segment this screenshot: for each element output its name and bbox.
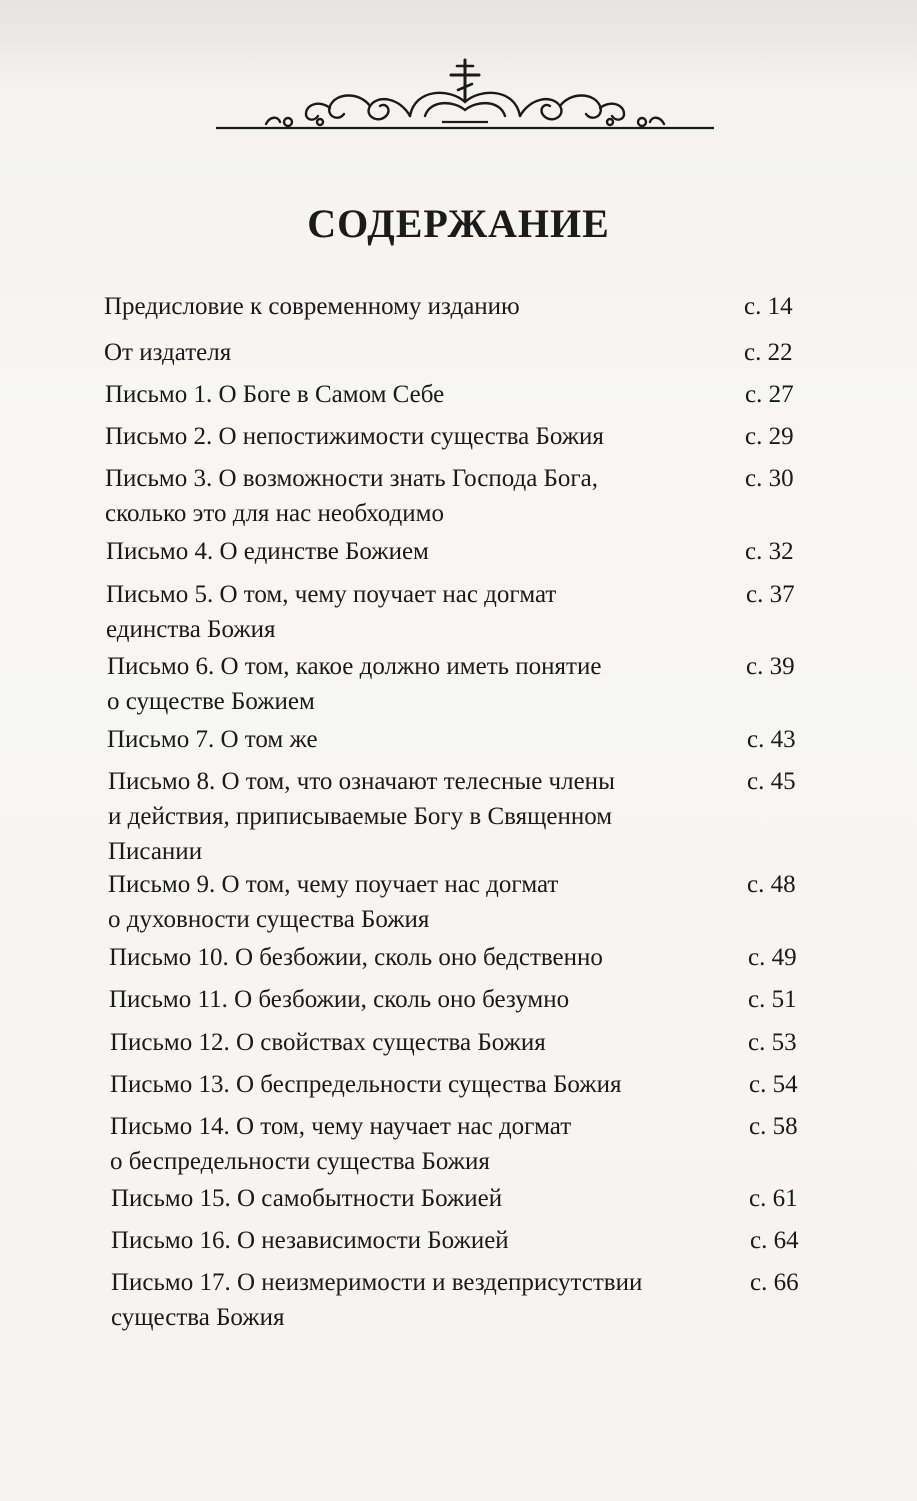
toc-entry-page-number: с. 32 [745,538,794,565]
toc-entry-page-number: с. 58 [749,1113,798,1140]
toc-entry-title: Письмо 11. О безбожии, сколь оно безумно [109,986,570,1013]
toc-entry-title-continued: о духовности существа Божия [108,906,430,933]
toc-entry-page-number: с. 39 [746,653,795,680]
toc-entry-title: От издателя [104,339,232,366]
toc-entry-title-continued: о существе Божием [107,688,315,715]
toc-entry-title: Письмо 1. О Боге в Самом Себе [105,381,445,408]
toc-entry-page-number: с. 43 [747,726,796,753]
toc-entry-title: Письмо 17. О неизмеримости и вездеприсутствии [111,1269,643,1296]
toc-entry-page-number: с. 64 [750,1227,799,1254]
toc-entry-page-number: с. 37 [746,581,795,608]
toc-entry-title: Письмо 8. О том, что означают телесные члены [108,768,615,795]
toc-entry-title: Письмо 9. О том, чему поучает нас догмат [108,871,559,898]
toc-entry-title: Письмо 2. О непостижимости существа Божия [105,423,604,450]
toc-entry-page-number: с. 48 [747,871,796,898]
toc-entry-page-number: с. 53 [748,1029,797,1056]
toc-entry-title: Письмо 14. О том, чему научает нас догмат [110,1113,572,1140]
toc-entry-title: Письмо 5. О том, чему поучает нас догмат [106,581,557,608]
toc-entry-title: Письмо 10. О безбожии, сколь оно бедственно [109,944,603,971]
toc-entry-page-number: с. 54 [749,1071,798,1098]
toc-entry-page-number: с. 66 [750,1269,799,1296]
toc-entry-page-number: с. 51 [748,986,797,1013]
toc-entry-page-number: с. 14 [744,293,793,320]
toc-entry-title: Письмо 16. О независимости Божией [111,1227,509,1254]
toc-entry-title: Письмо 12. О свойствах существа Божия [110,1029,546,1056]
toc-entry-page-number: с. 45 [747,768,796,795]
toc-entry-title-continued: единства Божия [106,616,276,643]
toc-entry-title: Письмо 4. О единстве Божием [106,538,429,565]
toc-entry-page-number: с. 49 [748,944,797,971]
toc-entry-title-continued: о беспредельности существа Божия [110,1148,490,1175]
toc-entry-title: Предисловие к современному изданию [104,293,520,320]
toc-entry-title: Письмо 3. О возможности знать Господа Бога, [105,465,599,492]
toc-entry-title-continued: Писании [108,838,203,865]
toc-entry-title: Письмо 15. О самобытности Божией [111,1185,503,1212]
toc-entry-page-number: с. 61 [749,1185,798,1212]
toc-entry-title-continued: и действия, приписываемые Богу в Священном [108,803,613,830]
toc-entry-title-continued: существа Божия [111,1304,285,1331]
toc-entry-title: Письмо 6. О том, какое должно иметь понятие [107,653,602,680]
toc-entry-page-number: с. 30 [745,465,794,492]
toc-entry-page-number: с. 27 [745,381,794,408]
toc-entry-page-number: с. 29 [745,423,794,450]
toc-entry-title-continued: сколько это для нас необходимо [105,500,444,527]
toc-entry-title: Письмо 7. О том же [107,726,318,753]
toc-entry-page-number: с. 22 [744,339,793,366]
toc-entry-title: Письмо 13. О беспредельности существа Божия [110,1071,622,1098]
contents-heading: СОДЕРЖАНИЕ [307,201,610,246]
